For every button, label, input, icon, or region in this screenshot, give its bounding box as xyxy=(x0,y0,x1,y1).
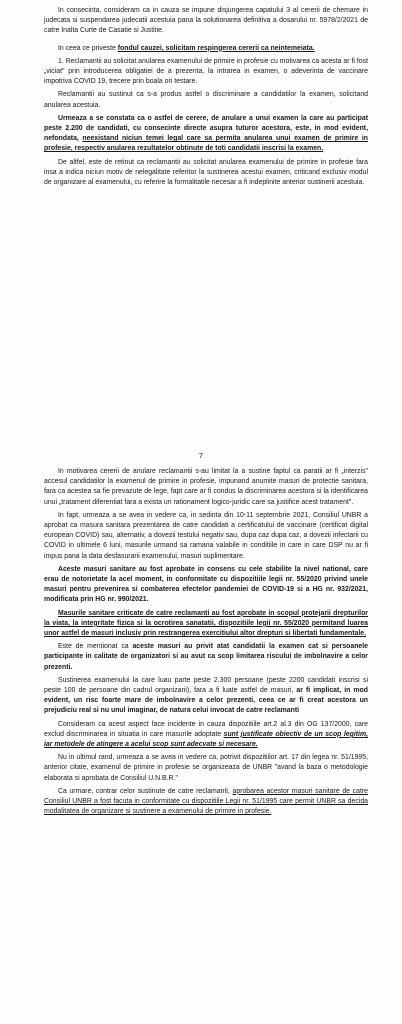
paragraph-facts: In fapt, urmeaza a se avea in vedere ca, in sedinta din 10-11 septembrie 2021, Consiliul UNBR a aprobat ca masura sanitara prezentarea de catre candidati a certificatului de vaccinare (certificat digital european COVID) sau, alternativ, a dovezii testului negativ sau, dupa caz dupa caz, a dovezii infectarii cu COVID in ultimele 6 luni, masurile urmand sa ramana valabile in conditiile in care in care DSP nu ar fi impus pana la data desfasurarii examenului, masuri suplimentare. xyxy=(44,511,368,560)
paragraph-law-51: Nu in ultimul rand, urmeaza a se avea in vedere ca, potrivit dispozitiilor art. 17 din legea nr. 51/1995, anterior citate, examenul de primire in profesie se organizeaza de UNBR "avand la baza o metodologie elaborata si aprobata de Consiliul U.N.B.R." xyxy=(44,754,368,782)
paragraph-claim-discrimination: Reclamantii au sustinut ca s-a produs astfel o discriminare a candidatilor la examen, solicitand anularea acestuia. xyxy=(44,91,368,109)
no-legal-basis: neexistand niciun temei legal care sa permita anularea unui examen de primire in profesie, respectiv anularea rezultatelor obtinute de toti candidatii inscrisi la examen. xyxy=(44,135,368,153)
page-number: 7 xyxy=(198,451,204,460)
paragraph-risk: Sustinerea examenului la care luau parte peste 2.300 persoane (peste 2200 candidati inscrisi si peste 100 de persoane din cadrul organizarii), fara a fi luate astfel de masuri, ar fi implicat, in mod evident, un risc foarte mare de imbolnavire a celor prezenti, ceea ce ar fi creat acestora un prejudiciu real si nu unul imaginar, de natura celui invocat de catre reclamanti xyxy=(44,676,368,715)
paragraph-unfounded: Urmeaza a se constata ca o astfel de cerere, de anulare a unui examen la care au participat peste 2.200 de candidati, cu consecinte directe asupra tuturor acestora, este, in mod evident, nefondata, neexistand niciun temei legal care sa permita anularea unui examen de primire in profesie, respectiv anularea rezultatelor obtinute de toti candidatii inscrisi la examen. xyxy=(44,114,368,153)
paragraph-merits: In ceea ce priveste fondul cauzei, solicitam respingerea cererii ca neintemeiata. xyxy=(58,44,315,52)
merits-request: fondul cauzei, solicitam respingerea cererii ca neintemeiata. xyxy=(117,44,315,52)
top-section xyxy=(44,6,368,191)
paragraph-claim-1: 1. Reclamantii au solicitat anularea examenului de primire in profesie cu motivarea ca acesta ar fi fost „viciat" prin introducerea obligatiei de a prezenta, la intrarea in examen, o adeverinta de vaccinare impotriva COVID 19, trecere prin boala ori testare. xyxy=(44,57,368,86)
paragraph-national-consensus: Aceste masuri sanitare au fost aprobate in consens cu cele stabilite la nivel national, care erau de notorietate la acel moment, in conformitate cu dispozitiile legii nr. 55/2020 privind unele masuri pentru prevenirea si combaterea efectelor pandemiei de COVID-19 si a HG nr. 932/2021, modificata prin HG nr. 990/2021. xyxy=(44,565,368,604)
paragraph-motivation: In motivarea cererii de anulare reclamantii s-au limitat la a sustine faptul ca paratii ar fi „interzis" accesul candidatilor la examenul de primire in profesie, impunand anumite masuri de protectie sanitara, fara ca acestea sa fie prevazute de lege, fapt care ar fi condus la discriminarea acestora si la identificarea unui „tratament diferentiat fara a exista un rationament logico-juridic care sa justifice acest tratament". xyxy=(44,468,368,506)
paragraph-consequence: In consecinta, consideram ca in cauza se impune disjungerea capatului 3 al cererii de chemare in judecata si suspendarea judecatii acestuia pana la solutionarea definitiva a dosarului nr. 5978/2/2021 de catre Inalta Curte de Casatie si Justitie. xyxy=(44,7,368,35)
paragraph-mention: Este de mentionat ca aceste masuri au privit atat candidatii la examen cat si persoanele participante in calitate de organizatori si au avut ca scop limitarea riscului de imbolnavire a celor prezenti. xyxy=(44,643,368,671)
paragraph-moreover: De altfel, este de retinut ca reclamantii au solicitat anularea examenului de primire in profesie fara insa a indica niciun motiv de nelegalitate referitor la sustinerea acestui examen, criticand exclusiv modul de organizare al examenului, cu referire la formalitatile necesar a fi indeplinite anterior sustinerii acestuia. xyxy=(44,158,368,187)
bottom-section xyxy=(44,467,368,821)
paragraph-og-137: Consideram ca acest aspect face incidente in cauza dispozitiile art.2 al.3 din OG 137/2000, care exclud discriminarea in situatia in care masurile adoptate sunt justificate obiectiv de un scop legitim, iar metodele de atingere a acelui scop sunt adecvate si necesare. xyxy=(44,720,368,749)
paragraph-conclusion: Ca urmare, contrar celor sustinute de catre reclamanti, aprobarea acestor masuri sanitare de catre Consiliul UNBR a fost facuta in conformitate cu dispozitiile Legii nr. 51/1995 care permit UNBR sa decida modalitatea de organizare si sustinere a examenului de primire in profesie. xyxy=(44,787,368,816)
paragraph-sanitary-measures: Masurile sanitare criticate de catre reclamanti au fost aprobate in scopul protejarii drepturilor la viata, la integritate fizica si la ocrotirea sanatatii, dispozitiile legii nr. 55/2020 permitand luarea unor astfel de masuri inclusiv prin restrangerea exercitiului altor drepturi si libertati fundamentale. xyxy=(44,609,368,638)
